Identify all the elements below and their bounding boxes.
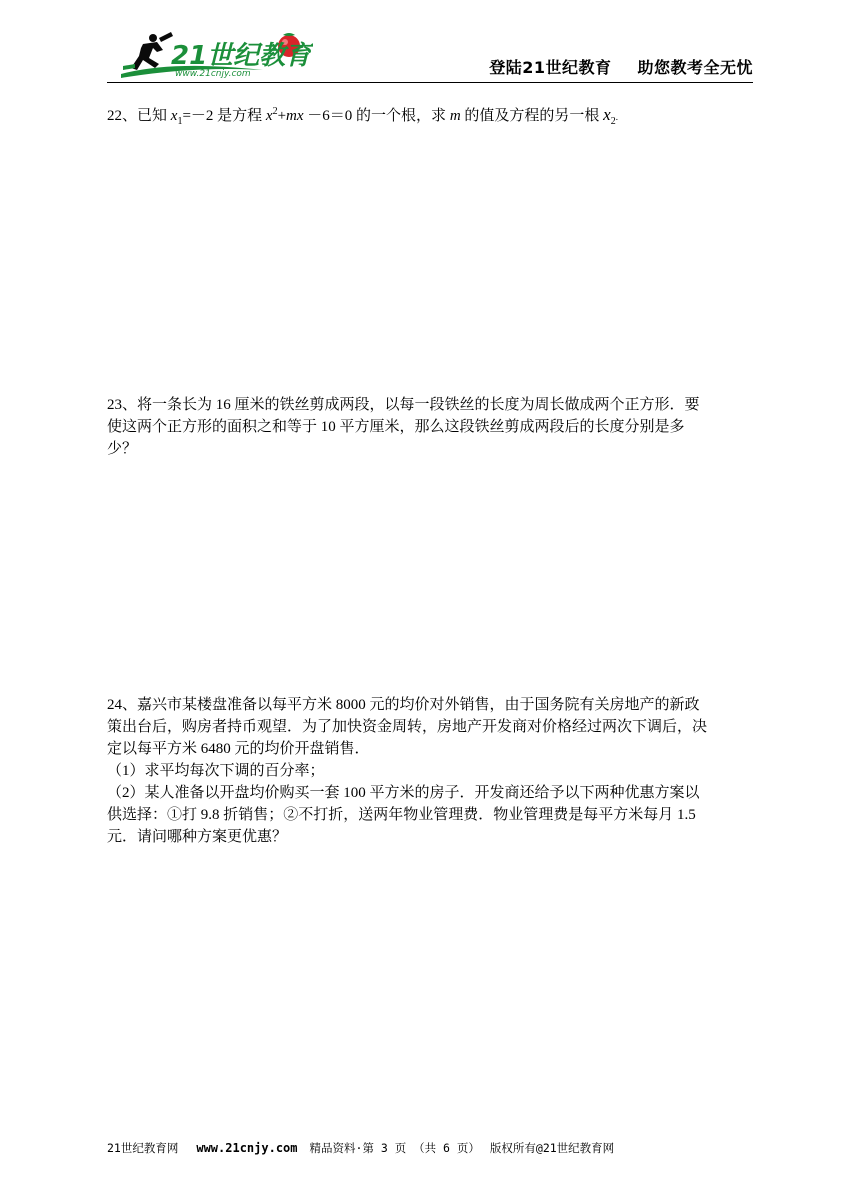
question-24-line: 24、嘉兴市某楼盘准备以每平方米 8000 元的均价对外销售，由于国务院有关房地产的新政 [107, 697, 700, 713]
question-22 [107, 104, 757, 128]
slogan-right: 助您教考全无忧 [637, 58, 753, 77]
question-24 [107, 694, 757, 848]
header-slogan [489, 55, 753, 78]
footer-page-info: 精品资料·第 3 页 （共 6 页） [309, 1141, 480, 1155]
logo-text: 21世纪教育 [171, 41, 312, 71]
question-22-text: 22、已知 $x_1=-2$ 是方程 $x^2+mx -6=0$ 的一个根，求 m 的值及方程的另一根 $x_2$. [107, 105, 618, 127]
question-24-line: 元．请问哪种方案更优惠？ [107, 829, 288, 845]
footer-copyright: 版权所有@21世纪教育网 [489, 1141, 615, 1155]
question-23-line: 23、将一条长为 16 厘米的铁丝剪成两段，以每一段铁丝的长度为周长做成两个正方形．要 [107, 397, 700, 413]
logo-21cnjy [113, 30, 313, 80]
page-footer [107, 1140, 614, 1156]
question-24-line: 策出台后，购房者持币观望．为了加快资金周转，房地产开发商对价格经过两次下调后，决 [107, 719, 708, 735]
question-23-line: 少？ [107, 441, 138, 457]
question-24-line: 定以每平方米 6480 元的均价开盘销售． [107, 741, 370, 757]
question-24-line: 供选择：①打 9.8 折销售；②不打折，送两年物业管理费．物业管理费是每平方米每月 1.5 [107, 807, 696, 823]
question-23-line: 使这两个正方形的面积之和等于 10 平方厘米，那么这段铁丝剪成两段后的长度分别是多 [107, 419, 685, 435]
footer-site: 21世纪教育网 [107, 1141, 179, 1155]
logo-url-text: www.21cnjy.com [175, 69, 251, 79]
slogan-left: 登陆21世纪教育 [489, 58, 612, 77]
footer-url[interactable]: www.21cnjy.com [196, 1141, 298, 1155]
page-header [107, 30, 753, 83]
question-23 [107, 394, 757, 460]
question-24-part-1: （1）求平均每次下调的百分率； [107, 763, 325, 779]
question-24-part-2: （2）某人准备以开盘均价购买一套 100 平方米的房子．开发商还给予以下两种优惠方案以 [107, 785, 700, 801]
